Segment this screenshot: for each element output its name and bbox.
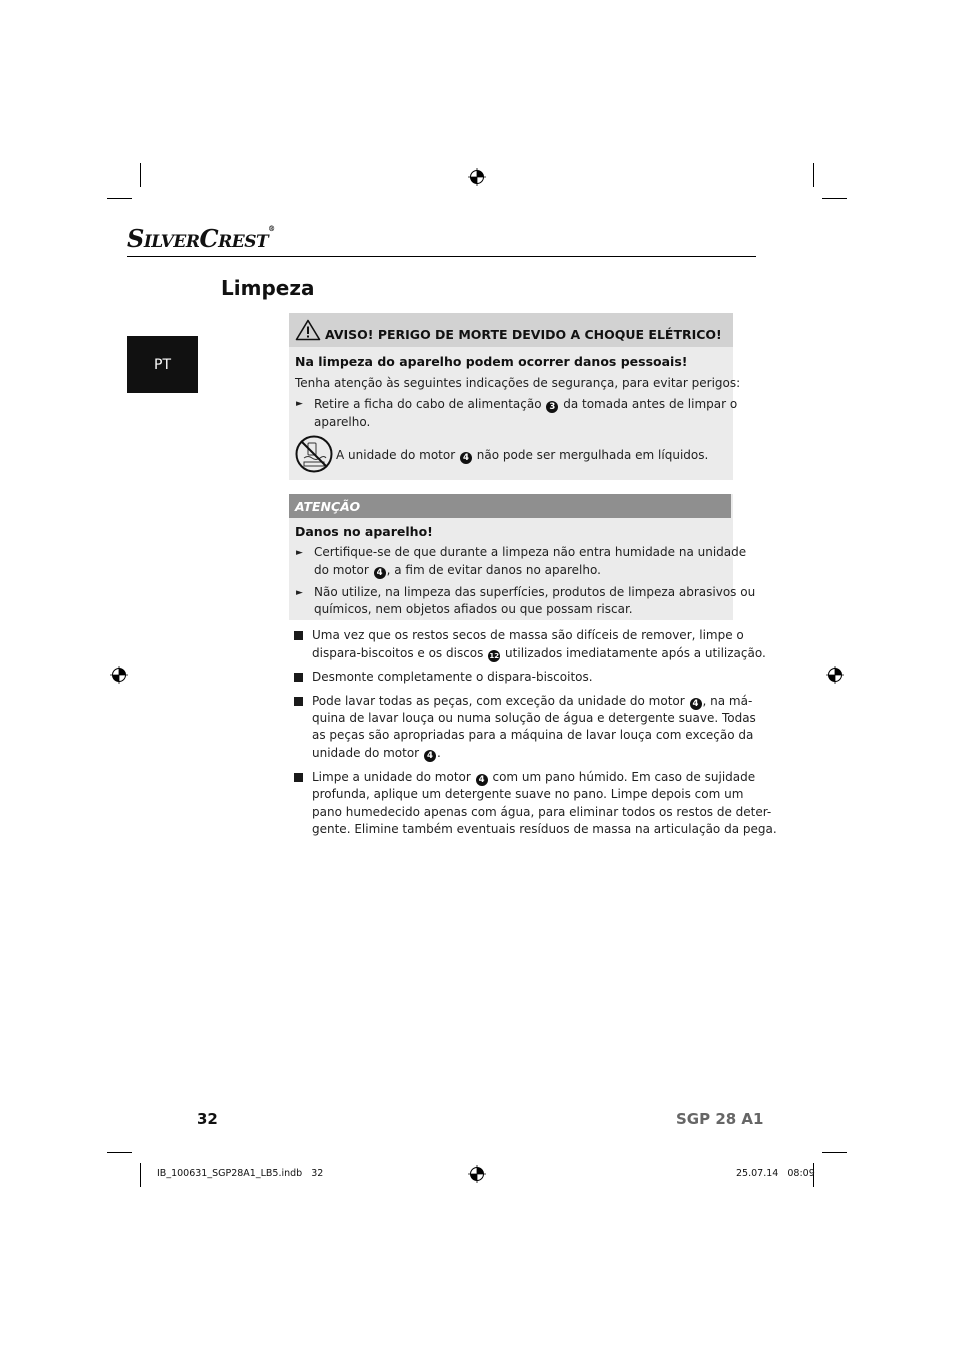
attention-box <box>289 494 756 620</box>
print-slug-date: 25.07.14 08:09 <box>736 1168 815 1179</box>
attention-item-continued: do motor 4 , a fim de evitar danos no aparelho. <box>314 563 601 578</box>
list-item: Desmonte completamente o dispara-biscoitos. <box>312 670 593 684</box>
no-immersion-icon <box>294 434 334 474</box>
warning-intro: Tenha atenção às seguintes indicações de segurança, para evitar perigos: <box>295 376 741 390</box>
language-tab: PT <box>127 336 198 393</box>
registration-mark-icon <box>110 666 128 684</box>
list-item: Uma vez que os restos secos de massa são difíceis de remover, limpe o <box>312 628 744 642</box>
attention-title: ATENÇÃO <box>295 499 361 514</box>
header-rule <box>127 256 756 257</box>
model-name: SGP 28 A1 <box>676 1110 764 1128</box>
crop-mark <box>140 1163 141 1187</box>
reference-number: 4 <box>460 452 472 464</box>
warning-header <box>289 313 733 347</box>
list-item-continued: unidade do motor 4 . <box>312 746 441 761</box>
reference-number: 4 <box>690 698 702 710</box>
page-number: 32 <box>197 1110 218 1128</box>
reference-number: 4 <box>374 567 386 579</box>
crop-mark <box>140 163 141 187</box>
warning-item-continued: aparelho. <box>314 415 371 429</box>
square-bullet-icon <box>294 697 303 706</box>
arrow-bullet-icon: ► <box>296 588 303 598</box>
registration-mark-icon <box>826 666 844 684</box>
warning-subtitle: Na limpeza do aparelho podem ocorrer danos pessoais! <box>295 354 688 369</box>
list-item-continued: quina de lavar louça ou numa solução de água e detergente suave. Todas <box>312 711 756 725</box>
arrow-bullet-icon: ► <box>296 548 303 558</box>
list-item-continued: as peças são apropriadas para a máquina de lavar louça com exceção da <box>312 728 754 742</box>
square-bullet-icon <box>294 631 303 640</box>
attention-header <box>289 494 731 518</box>
list-item-continued: pano humedecido apenas com água, para eliminar todos os restos de deter- <box>312 805 772 819</box>
reference-number: 4 <box>424 750 436 762</box>
attention-item: Certifique-se de que durante a limpeza não entra humidade na unidade <box>314 545 747 559</box>
brand-logo: SILVERCREST® <box>127 224 275 253</box>
crop-mark <box>107 198 132 199</box>
warning-triangle-icon <box>295 319 321 341</box>
warning-title: AVISO! PERIGO DE MORTE DEVIDO A CHOQUE ELÉTRICO! <box>325 327 722 342</box>
arrow-bullet-icon: ► <box>296 399 303 409</box>
attention-subtitle: Danos no aparelho! <box>295 524 433 539</box>
list-item-continued: dispara-biscoitos e os discos 12 utilizados imediatamente após a utilização. <box>312 646 766 660</box>
list-item: Pode lavar todas as peças, com exceção da unidade do motor 4 , na má- <box>312 694 753 709</box>
crop-mark <box>822 1152 847 1153</box>
reference-number: 4 <box>476 774 488 786</box>
reference-number: 3 <box>546 401 558 413</box>
registration-mark-icon <box>468 1165 486 1183</box>
warning-item: Retire a ficha do cabo de alimentação 3 da tomada antes de limpar o <box>314 397 738 412</box>
print-slug-file: IB_100631_SGP28A1_LB5.indb 32 <box>157 1168 324 1179</box>
crop-mark <box>813 163 814 187</box>
crop-mark <box>822 198 847 199</box>
list-item-continued: gente. Elimine também eventuais resíduos de massa na articulação da pega. <box>312 822 777 836</box>
reference-number: 12 <box>489 652 500 660</box>
page-title: Limpeza <box>221 276 315 300</box>
list-item-continued: profunda, aplique um detergente suave no pano. Limpe depois com um <box>312 787 744 801</box>
registration-mark-icon <box>468 168 486 186</box>
attention-item-continued: químicos, nem objetos afiados ou que possam riscar. <box>314 602 633 616</box>
attention-item: Não utilize, na limpeza das superfícies, produtos de limpeza abrasivos ou <box>314 585 756 599</box>
list-item: Limpe a unidade do motor 4 com um pano húmido. Em caso de sujidade <box>312 770 756 785</box>
square-bullet-icon <box>294 773 303 782</box>
warning-item: A unidade do motor 4 não pode ser mergulhada em líquidos. <box>336 448 709 463</box>
crop-mark <box>107 1152 132 1153</box>
square-bullet-icon <box>294 673 303 682</box>
warning-box <box>289 313 741 480</box>
